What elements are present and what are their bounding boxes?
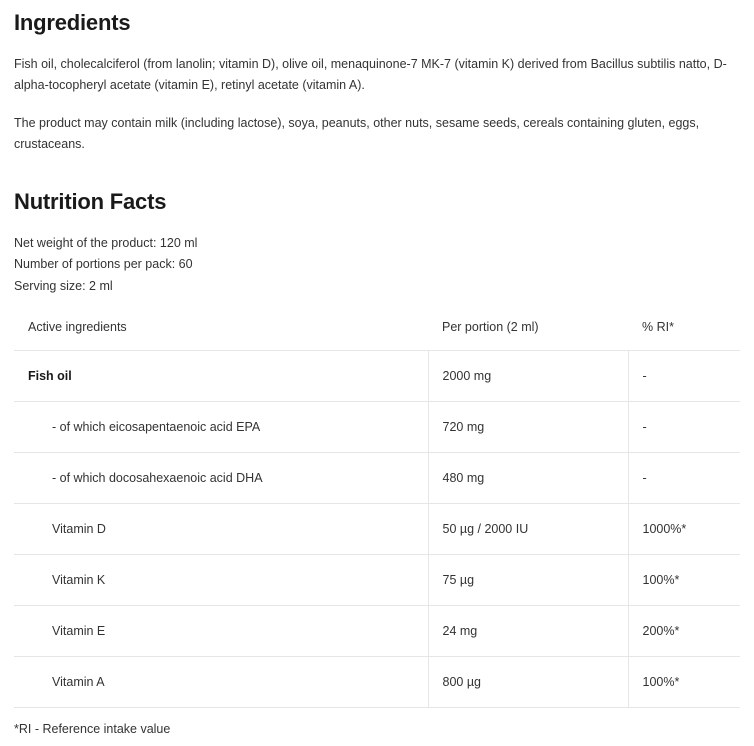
- ingredient-ri: 1000%*: [628, 504, 740, 555]
- ingredient-ri: 100%*: [628, 555, 740, 606]
- ingredient-ri: -: [628, 351, 740, 402]
- ingredient-portion: 480 mg: [428, 453, 628, 504]
- table-row: [14, 351, 740, 402]
- table-row: [14, 606, 740, 657]
- ingredient-name: Vitamin D: [14, 504, 428, 555]
- ingredient-portion: 24 mg: [428, 606, 628, 657]
- allergen-paragraph: The product may contain milk (including lactose), soya, peanuts, other nuts, sesame seeds, cereals containing gluten, eggs, crustaceans.: [14, 116, 700, 151]
- ingredient-name: Vitamin K: [14, 555, 428, 606]
- ingredient-portion: 800 µg: [428, 657, 628, 708]
- portions-per-pack-line: Number of portions per pack: 60: [14, 257, 193, 272]
- ingredient-ri: -: [628, 402, 740, 453]
- ingredient-name: Vitamin A: [14, 657, 428, 708]
- ingredient-name: - of which eicosapentaenoic acid EPA: [14, 402, 428, 453]
- ingredient-ri: 200%*: [628, 606, 740, 657]
- product-info-page: [0, 10, 754, 746]
- nutrition-table: [14, 316, 740, 708]
- column-header-portion: Per portion (2 ml): [442, 320, 539, 335]
- nutrition-facts-heading: Nutrition Facts: [14, 188, 167, 214]
- net-weight-line: Net weight of the product: 120 ml: [14, 235, 198, 250]
- ingredient-portion: 75 µg: [428, 555, 628, 606]
- ri-footnote: *RI - Reference intake value: [14, 722, 171, 737]
- ingredient-portion: 2000 mg: [428, 351, 628, 402]
- column-header-ingredient: Active ingredients: [28, 320, 127, 335]
- table-header-row: [14, 316, 740, 351]
- ingredient-portion: 720 mg: [428, 402, 628, 453]
- ingredient-portion: 50 µg / 2000 IU: [428, 504, 628, 555]
- table-row: [14, 555, 740, 606]
- serving-details: [14, 233, 740, 299]
- table-row: [14, 402, 740, 453]
- ingredients-heading: Ingredients: [14, 10, 131, 35]
- ingredients-paragraph: Fish oil, cholecalciferol (from lanolin; vitamin D), olive oil, menaquinone-7 MK-7 (vitamin K) derived from Bacillus subtilis natto, D-alpha-tocopheryl acetate (vitamin E), retinyl acetate (vitamin A).: [14, 57, 727, 92]
- ingredient-ri: 100%*: [628, 657, 740, 708]
- ingredient-ri: -: [628, 453, 740, 504]
- ingredient-name: Fish oil: [14, 351, 428, 402]
- table-row: [14, 657, 740, 708]
- column-header-ri: % RI*: [642, 320, 674, 335]
- serving-size-line: Serving size: 2 ml: [14, 279, 113, 294]
- table-row: [14, 453, 740, 504]
- ingredient-name: Vitamin E: [14, 606, 428, 657]
- table-body: [14, 351, 740, 708]
- table-row: [14, 504, 740, 555]
- ingredient-name: - of which docosahexaenoic acid DHA: [14, 453, 428, 504]
